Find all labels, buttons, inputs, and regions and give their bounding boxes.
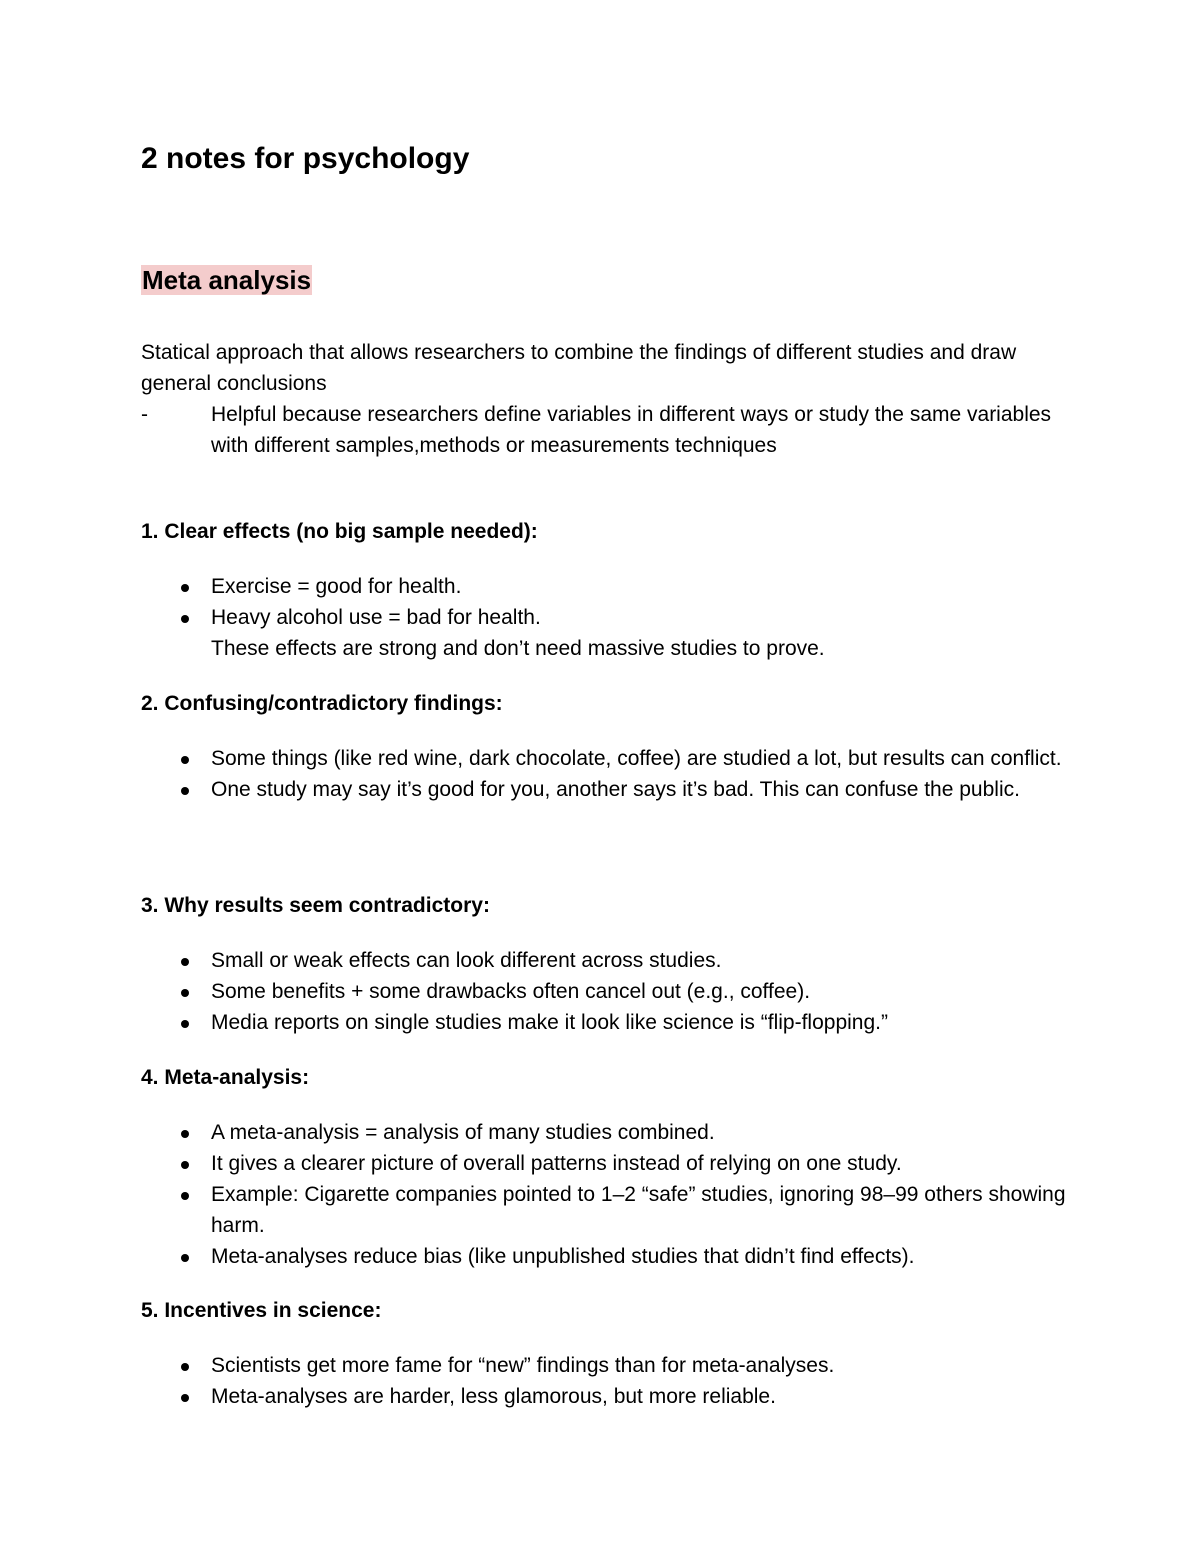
bullet-dot-icon <box>181 1192 189 1200</box>
section-contradictory-findings <box>141 688 1071 805</box>
bullet-list <box>141 1117 1071 1272</box>
bullet-dot-icon <box>181 787 189 795</box>
list-item <box>141 1179 1071 1241</box>
dash-item-text: Helpful because researchers define variables in different ways or study the same variables with different samples,methods or measurements techniques <box>211 403 1052 457</box>
list-item <box>141 1241 1071 1272</box>
section-heading: 5. Incentives in science: <box>141 1299 382 1322</box>
bullet-list <box>141 743 1071 805</box>
list-item-text: Heavy alcohol use = bad for health. <box>211 606 541 629</box>
highlighted-heading-text: Meta analysis <box>142 265 312 295</box>
list-item <box>141 1381 1071 1412</box>
bullet-dot-icon <box>181 1130 189 1138</box>
list-item <box>141 571 1071 602</box>
bullet-list <box>141 1350 1071 1412</box>
list-item-text: Small or weak effects can look different across studies. <box>211 949 722 972</box>
dash-marker: - <box>141 403 148 426</box>
bullet-dot-icon <box>181 1363 189 1371</box>
bullet-dot-icon <box>181 989 189 997</box>
list-item <box>141 1007 1071 1038</box>
list-item-note: These effects are strong and don’t need massive studies to prove. <box>211 637 825 660</box>
bullet-dot-icon <box>181 615 189 623</box>
bullet-dot-icon <box>181 584 189 592</box>
bullet-list <box>141 571 1071 664</box>
list-item-text: Meta-analyses reduce bias (like unpublished studies that didn’t find effects). <box>211 1245 915 1268</box>
list-item-text: It gives a clearer picture of overall patterns instead of relying on one study. <box>211 1152 902 1175</box>
bullet-dot-icon <box>181 756 189 764</box>
bullet-list <box>141 945 1071 1038</box>
section-meta-analysis <box>141 1062 1071 1272</box>
list-item <box>141 1350 1071 1381</box>
list-item-text: Some things (like red wine, dark chocolate, coffee) are studied a lot, but results can conflict. <box>211 747 1062 770</box>
list-item-text: Example: Cigarette companies pointed to 1–2 “safe” studies, ignoring 98–99 others showing harm. <box>211 1183 1066 1237</box>
bullet-dot-icon <box>181 1254 189 1262</box>
list-item-text: Media reports on single studies make it look like science is “flip-flopping.” <box>211 1011 888 1034</box>
section-heading: 2. Confusing/contradictory findings: <box>141 692 503 715</box>
list-item-text: Meta-analyses are harder, less glamorous, but more reliable. <box>211 1385 776 1408</box>
section-heading: 4. Meta-analysis: <box>141 1066 310 1089</box>
bullet-dot-icon <box>181 1394 189 1402</box>
list-item-text: Exercise = good for health. <box>211 575 462 598</box>
section-incentives <box>141 1295 1071 1412</box>
list-item <box>141 602 1071 664</box>
bullet-dot-icon <box>181 1161 189 1169</box>
list-item <box>141 945 1071 976</box>
document-title: 2 notes for psychology <box>141 142 470 175</box>
section-why-contradictory <box>141 890 1071 1038</box>
section-heading: 1. Clear effects (no big sample needed): <box>141 520 538 543</box>
list-item-text: One study may say it’s good for you, another says it’s bad. This can confuse the public. <box>211 778 1020 801</box>
list-item-text: Scientists get more fame for “new” findings than for meta-analyses. <box>211 1354 835 1377</box>
list-item-text: A meta-analysis = analysis of many studies combined. <box>211 1121 715 1144</box>
list-item <box>141 1117 1071 1148</box>
section-heading-meta-analysis <box>141 262 312 298</box>
section-clear-effects <box>141 516 1071 664</box>
list-item <box>141 1148 1071 1179</box>
intro-paragraph: Statical approach that allows researchers to combine the findings of different studies and draw general conclusions <box>141 341 1017 395</box>
bullet-dot-icon <box>181 1020 189 1028</box>
bullet-dot-icon <box>181 958 189 966</box>
list-item <box>141 743 1071 774</box>
list-item-text: Some benefits + some drawbacks often cancel out (e.g., coffee). <box>211 980 811 1003</box>
list-item <box>141 774 1071 805</box>
section-heading: 3. Why results seem contradictory: <box>141 894 490 917</box>
list-item <box>141 976 1071 1007</box>
